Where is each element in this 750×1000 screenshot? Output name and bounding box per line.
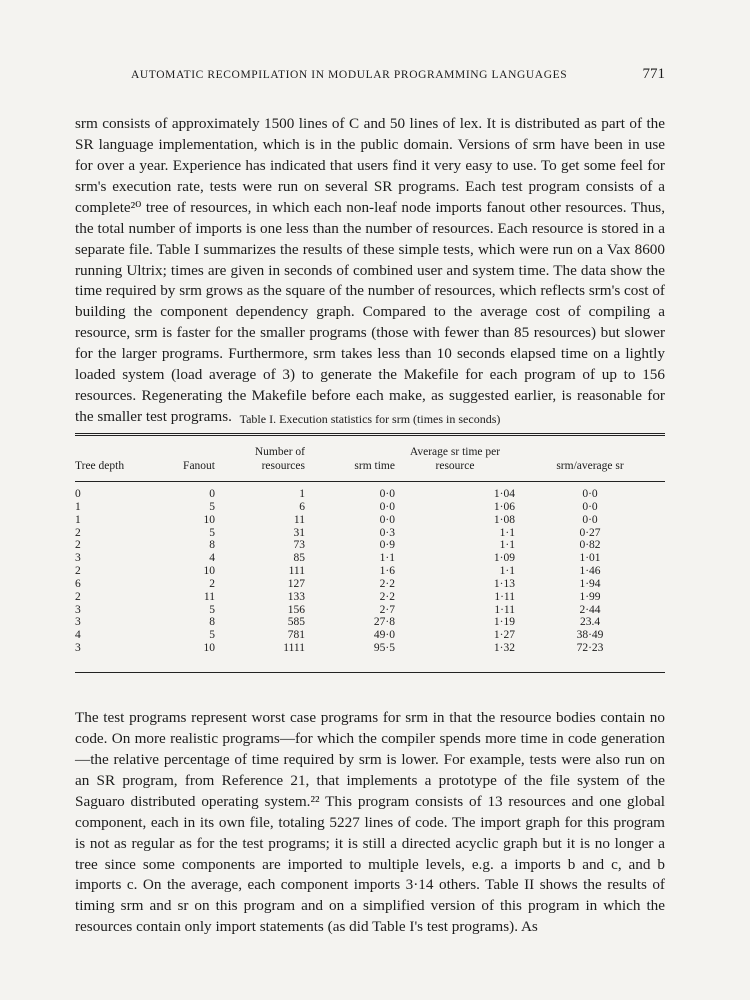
table-cell: 23.4 [579, 616, 601, 629]
table-row [75, 616, 665, 629]
table-cell: 1·08 [493, 513, 515, 526]
table-cell: 1·11 [494, 603, 515, 616]
table-row [75, 629, 665, 642]
running-title: AUTOMATIC RECOMPILATION IN MODULAR PROGRAMMING LANGUAGES [131, 69, 568, 81]
col-header-srm-avg-sr: srm/average sr [556, 459, 624, 472]
table-cell: 85 [293, 552, 305, 565]
table-cell: 1·19 [493, 616, 515, 629]
table-cell: 8 [209, 616, 215, 629]
table-cell: 1·13 [493, 577, 515, 590]
table-cell: 0·82 [579, 539, 601, 552]
table-cell: 11 [203, 590, 215, 603]
table-cell: 2 [75, 565, 81, 578]
table-cell: 1111 [283, 642, 305, 655]
table-cell: 1·04 [493, 488, 515, 500]
table-cell: 49·0 [373, 629, 395, 642]
table-top-rule [75, 433, 665, 434]
table-cell: 585 [287, 616, 305, 629]
table-cell: 27·8 [373, 616, 395, 629]
table-cell: 0·3 [379, 526, 395, 539]
paragraph-1: srm consists of approximately 1500 lines of C and 50 lines of lex. It is distributed as part of the SR language implementation, which is in the public domain. Versions of srm have been in use for over a year. Experience has indicated that users find it very easy to use. To get some feel for srm's execution rate, tests were run on several SR programs. Each test program consists of a complete²⁰ tree of resources, in which each non-leaf node imports fanout other resources. Thus, the total number of imports is one less than the number of resources. Each resource is stored in a separate file. Table I summarizes the results of these simple tests, which were run on a Vax 8600 running Ultrix; times are given in seconds of combined user and system time. The data show the time required by srm grows as the square of the number of resources, which reflects srm's cost of building the component dependency graph. Compared to the average cost of compiling a resource, srm is faster for the smaller programs (those with fewer than 85 resources) but slower for the larger programs. Furthermore, srm takes less than 10 seconds elapsed time on a lightly loaded system (load average of 3) to generate the Makefile for each program of up to 156 resources. Regenerating the Makefile before each make, as suggested earlier, is reasonable for the smaller test programs. [75, 115, 665, 425]
table-cell: 11 [293, 513, 305, 526]
table-cell: 156 [287, 603, 305, 616]
page-number: 771 [642, 66, 665, 82]
table-cell: 1 [75, 513, 81, 526]
table-cell: 2·44 [579, 603, 601, 616]
table-cell: 2·7 [379, 603, 395, 616]
table-cell: 10 [203, 565, 215, 578]
table-cell: 1·99 [579, 590, 601, 603]
table-row [75, 501, 665, 514]
table-cell: 8 [209, 539, 215, 552]
table-header-rule [75, 481, 665, 482]
table-cell: 0·27 [579, 526, 601, 539]
table-cell: 0·0 [582, 500, 598, 513]
table-cell: 1·11 [494, 590, 515, 603]
table-cell: 3 [75, 642, 81, 655]
table-cell: 95·5 [373, 642, 395, 655]
table-cell: 1·6 [379, 565, 395, 578]
table-cell: 111 [288, 565, 305, 578]
table-cell: 38·49 [576, 629, 604, 642]
col-header-number-of-resources: Number of resources [254, 446, 305, 472]
table-cell: 0·0 [379, 488, 395, 500]
table-cell: 3 [75, 616, 81, 629]
table-cell: 1·06 [493, 500, 515, 513]
table-cell: 2 [75, 590, 81, 603]
table-caption: Table I. Execution statistics for srm (times in seconds) [239, 412, 501, 426]
execution-stats-table [75, 436, 665, 655]
table-bottom-rule [75, 672, 665, 673]
col-header-fanout: Fanout [183, 459, 215, 472]
table-cell: 1 [299, 488, 305, 500]
table-cell: 5 [209, 603, 215, 616]
table-row [75, 642, 665, 655]
table-cell: 133 [287, 590, 305, 603]
table-cell: 72·23 [576, 642, 604, 655]
table-cell: 0·0 [379, 513, 395, 526]
table-body [75, 476, 665, 655]
table-cell: 0 [75, 488, 81, 500]
table-cell: 781 [287, 629, 305, 642]
table-cell: 0·9 [379, 539, 395, 552]
table-row [75, 578, 665, 591]
table-row [75, 591, 665, 604]
table-row [75, 604, 665, 617]
table-cell: 0·0 [582, 513, 598, 526]
table-row [75, 476, 665, 501]
table-cell: 3 [75, 552, 81, 565]
table-cell: 2·2 [379, 577, 395, 590]
table-cell: 1·01 [579, 552, 601, 565]
table-cell: 31 [293, 526, 305, 539]
col-header-avg-sr-time: Average sr time per resource [409, 446, 501, 472]
table-cell: 4 [75, 629, 81, 642]
table-cell: 6 [299, 500, 305, 513]
table-cell: 1·1 [379, 552, 395, 565]
table-cell: 1·1 [499, 565, 515, 578]
table-cell: 1·46 [579, 565, 601, 578]
table-row [75, 514, 665, 527]
table-cell: 10 [203, 513, 215, 526]
table-row [75, 539, 665, 552]
table-cell: 1·1 [499, 526, 515, 539]
col-header-srm-time: srm time [354, 459, 395, 472]
table-cell: 0·0 [582, 488, 598, 500]
table-cell: 5 [209, 526, 215, 539]
table-cell: 6 [75, 577, 81, 590]
table-header-row [75, 436, 665, 476]
paragraph-2: The test programs represent worst case programs for srm in that the resource bodies contain no code. On more realistic programs—for which the compiler spends more time in code generation—the relative percentage of time required by srm is lower. For example, tests were also run on an SR program, from Reference 21, that implements a prototype of the file system of the Saguaro distributed operating system.²² This program consists of 13 resources and one global component, each in its own file, totaling 5227 lines of code. The import graph for this program is not as regular as for the test programs; it is still a directed acyclic graph but it is no longer a tree since some components are imported to multiple levels, e.g. a imports b and c, and b imports c. On the average, each component imports 3·14 others. Table II shows the results of timing srm and sr on this program and on a simplified version of this program in which the resources contain only import statements (as did Table I's test programs). As [75, 709, 665, 936]
table-cell: 1·1 [499, 539, 515, 552]
table-cell: 127 [287, 577, 305, 590]
table-cell: 5 [209, 629, 215, 642]
table-cell: 2 [75, 539, 81, 552]
table-cell: 1·32 [493, 642, 515, 655]
table-cell: 0 [209, 488, 215, 500]
table-cell: 10 [203, 642, 215, 655]
table-cell: 2 [75, 526, 81, 539]
table-cell: 1·94 [579, 577, 601, 590]
table-cell: 1 [75, 500, 81, 513]
table-cell: 2 [209, 577, 215, 590]
table-cell: 0·0 [379, 500, 395, 513]
table-cell: 3 [75, 603, 81, 616]
table-row [75, 527, 665, 540]
table-cell: 5 [209, 500, 215, 513]
table-cell: 4 [209, 552, 215, 565]
table-row [75, 552, 665, 565]
table-cell: 1·09 [493, 552, 515, 565]
table-row [75, 565, 665, 578]
running-header [75, 66, 665, 83]
table-cell: 2·2 [379, 590, 395, 603]
table-cell: 73 [293, 539, 305, 552]
table-cell: 1·27 [493, 629, 515, 642]
col-header-tree-depth: Tree depth [75, 459, 125, 472]
